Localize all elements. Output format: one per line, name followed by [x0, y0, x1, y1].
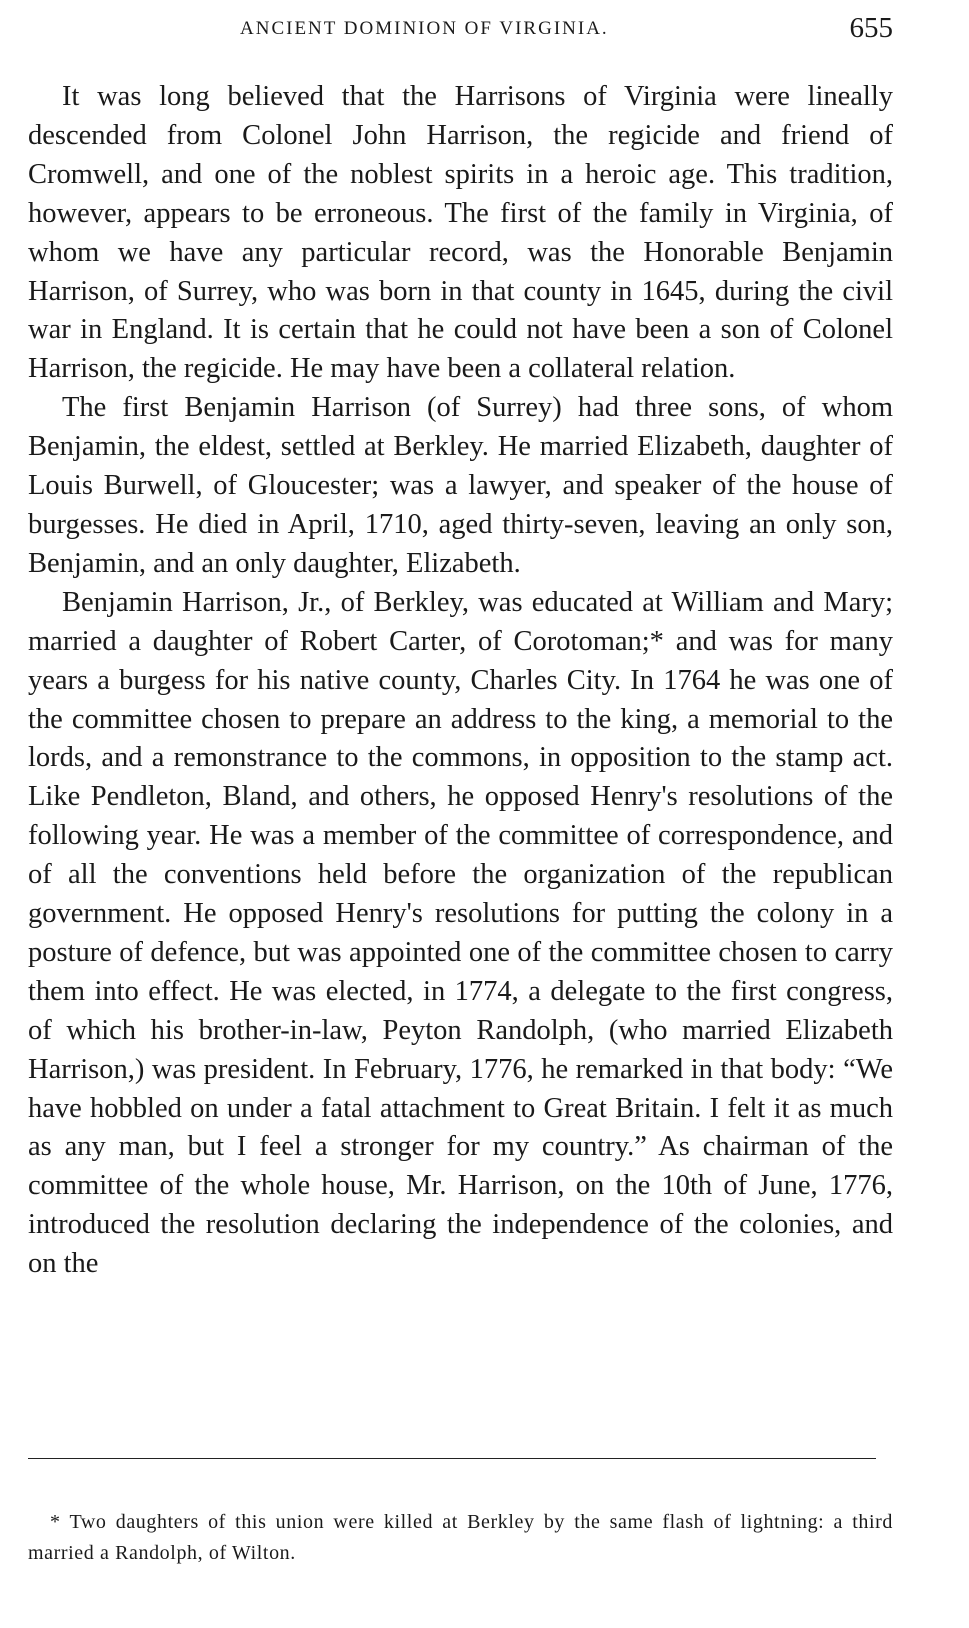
footnote: * Two daughters of this union were killed at Berkley by the same flash of lightning: a third married a Randolph, of Wilton. [28, 1511, 893, 1564]
page-number: 655 [849, 12, 893, 44]
paragraph: The first Benjamin Harrison (of Surrey) had three sons, of whom Benjamin, the eldest, settled at Berkley. He married Elizabeth, daughter of Louis Burwell, of Gloucester; was a lawyer, and speaker of the house of burgesses. He died in April, 1710, aged thirty-seven, leaving an only son, Benjamin, and an only daughter, Elizabeth. [28, 392, 893, 579]
paragraph: Benjamin Harrison, Jr., of Berkley, was educated at William and Mary; married a daughter of Robert Carter, of Corotoman;* and was for many years a burgess for his native county, Charles City. In 1764 he was one of the committee chosen to prepare an address to the king, a memorial to the lords, and a remonstrance to the commons, in opposition to the stamp act. Like Pendleton, Bland, and others, he opposed Henry's resolutions of the following year. He was a member of the committee of correspondence, and of all the conventions held before the organization of the republican government. He opposed Henry's resolutions for putting the colony in a posture of defence, but was appointed one of the committee chosen to carry them into effect. He was elected, in 1774, a delegate to the first congress, of which his brother-in-law, Peyton Randolph, (who married Elizabeth Harrison,) was president. In February, 1776, he remarked in that body: “We have hobbled on under a fatal attachment to Great Britain. I felt it as much as any man, but I feel a stronger for my country.” As chairman of the committee of the whole house, Mr. Harrison, on the 10th of June, 1776, introduced the resolution declaring the independence of the colonies, and on the [28, 586, 893, 1280]
running-head [28, 12, 893, 42]
running-title: ANCIENT DOMINION OF VIRGINIA. [240, 18, 609, 39]
footnote-divider [28, 1458, 876, 1459]
paragraph: It was long believed that the Harrisons of Virginia were lineally descended from Colonel John Harrison, the regicide and friend of Cromwell, and one of the noblest spirits in a heroic age. This tradition, however, appears to be erroneous. The first of the family in Virginia, of whom we have any particular record, was the Honorable Benjamin Harrison, of Surrey, who was born in that county in 1645, during the civil war in England. It is certain that he could not have been a son of Colonel Harrison, the regicide. He may have been a collateral relation. [28, 81, 893, 385]
body-text [28, 78, 893, 1284]
